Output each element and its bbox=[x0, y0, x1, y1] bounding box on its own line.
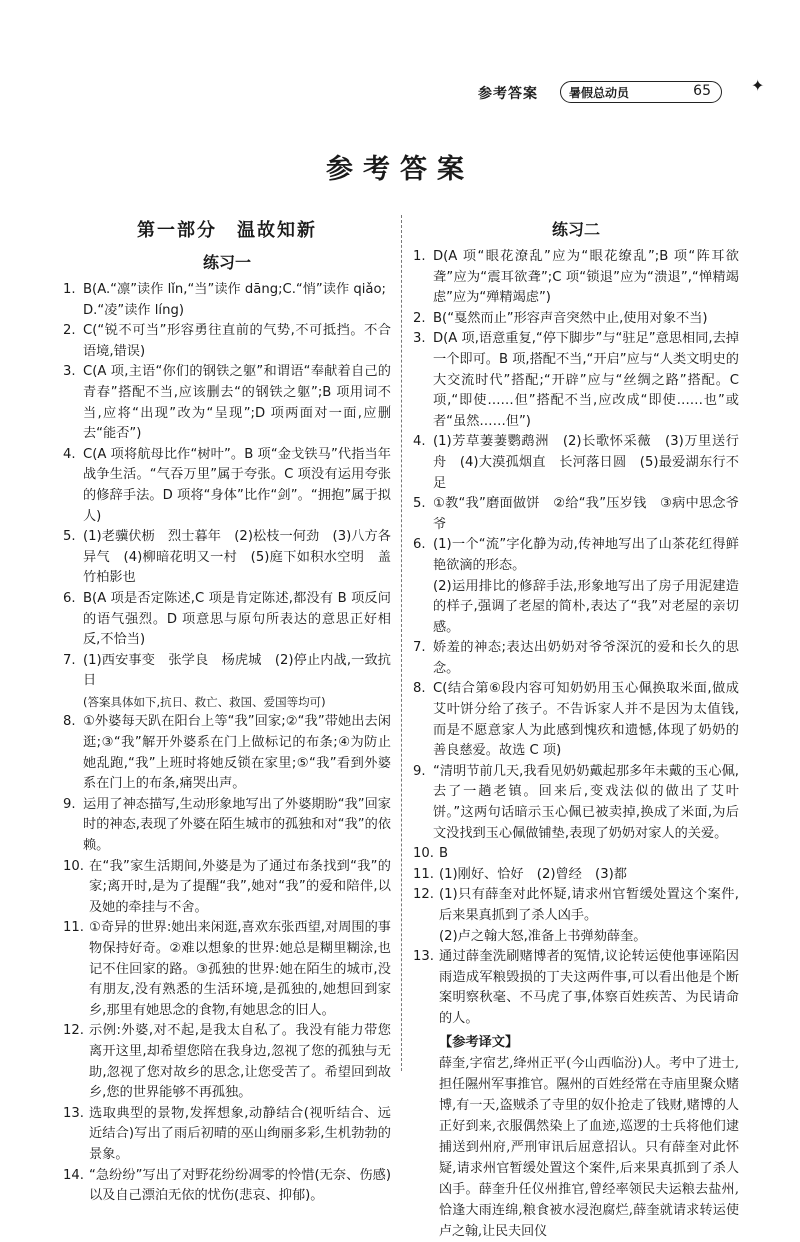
part-heading: 第一部分 温故知新 bbox=[137, 220, 317, 241]
answer-item bbox=[413, 762, 739, 844]
answer-item bbox=[413, 638, 739, 679]
answer-note: (答案具体如下,抗日、救亡、救国、爱国等均可) bbox=[83, 694, 326, 709]
header-label: 参考答案 bbox=[478, 86, 538, 102]
answer-number: 3. bbox=[413, 331, 426, 347]
answer-number: 12. bbox=[63, 1023, 84, 1039]
answer-text: 运用了神态描写,生动形象地写出了外婆期盼“我”回家时的神态,表现了外婆在陌生城市的孤独和对“我”的依赖。 bbox=[83, 796, 391, 854]
answer-item bbox=[413, 885, 739, 947]
answer-number: 1. bbox=[413, 249, 426, 264]
answer-number: 7. bbox=[413, 640, 426, 656]
answer-item bbox=[413, 947, 739, 1029]
right-column bbox=[413, 218, 739, 1242]
answer-item bbox=[413, 309, 739, 330]
answer-item bbox=[413, 844, 739, 865]
answer-item bbox=[413, 432, 739, 494]
header-badge-text: 暑假总动员 bbox=[569, 86, 630, 100]
answer-text: ①外婆每天趴在阳台上等“我”回家;②“我”带她出去闲逛;③“我”解开外婆系在门上做标记的布条;④为防止她乱跑,“我”上班时将她反锁在家里;⑤“我”看到外婆系在门上的布条,痛哭出声。 bbox=[83, 714, 391, 792]
answer-text: B(A 项是否定陈述,C 项是肯定陈述,都没有 B 项反问的语气强烈。D 项意思与原句所表达的意思正好相反,不恰当) bbox=[83, 590, 391, 648]
answer-number: 2. bbox=[413, 310, 426, 326]
section-heading-2: 练习二 bbox=[551, 220, 600, 239]
translation-text: 薛奎,字宿艺,绛州正平(今山西临汾)人。考中了进士,担任隰州军事推官。隰州的百姓经常在寺庙里聚众赌博,有一天,盗贼杀了寺里的奴仆抢走了钱财,赌博的人正好到来,衣服偶然染上了血迹,巡逻的士兵将他们逮捕送到州府,严刑审讯后屈意招认。只有薛奎对此怀疑,请求州官暂缓处置这个案件,后来果真抓到了杀人凶手。薛奎升任仪州推官,曾经率领民夫运粮去盐州,恰逢大雨连绵,粮食被水浸泡腐烂,薛奎就请求转运使卢之翰,让民夫回仪 bbox=[439, 1056, 739, 1240]
answer-item bbox=[63, 918, 391, 1021]
answer-number: 13. bbox=[63, 1105, 84, 1121]
answer-number: 1. bbox=[63, 282, 76, 297]
page-header bbox=[478, 76, 765, 104]
answer-text: 在“我”家生活期间,外婆是为了通过布条找到“我”的家;离开时,是为了提醒“我”,她对“我”的爱和陪伴,以及她的牵挂与不舍。 bbox=[89, 858, 391, 915]
answer-text: C(“锐不可当”形容勇往直前的气势,不可抵挡。不合语境,错误) bbox=[83, 323, 391, 359]
answer-number: 14. bbox=[63, 1167, 84, 1183]
answer-text: B(A.“凛”读作 lǐn,“当”读作 dāng;C.“悄”读作 qiǎo; D.“凌”读作 líng) bbox=[83, 282, 386, 318]
answer-text: “清明节前几天,我看见奶奶戴起那多年未戴的玉心佩,去了一趟老镇。回来后,变戏法似的做出了艾叶饼。”这两句话暗示玉心佩已被卖掉,换成了米面,为后文没找到玉心佩做铺垫,表现了奶奶对家人的关爱。 bbox=[433, 763, 739, 841]
answer-item bbox=[63, 1166, 391, 1207]
answer-text: (1)老骥伏枥 烈士暮年 (2)松枝一何劲 (3)八方各异气 (4)柳暗花明又一村 (5)庭下如积水空明 盖竹柏影也 bbox=[83, 529, 391, 586]
answer-text: (1)一个“流”字化静为动,传神地写出了山茶花红得鲜艳欲滴的形态。 (2)运用排比的修辞手法,形象地写出了房子用泥建造的样子,强调了老屋的简朴,表达了“我”对老屋的亲切感。 bbox=[433, 537, 739, 635]
answer-text: C(结合第⑥段内容可知奶奶用玉心佩换取米面,做成艾叶饼分给了孩子。不告诉家人并不是因为太值钱,而是不愿意家人为此感到愧疚和遗憾,体现了奶奶的善良慈爱。故选 C 项) bbox=[433, 681, 739, 759]
translation-label: 参考译文 bbox=[452, 1034, 505, 1050]
answer-item bbox=[413, 679, 739, 761]
answer-item bbox=[63, 651, 391, 713]
answer-text: (1)刚好、恰好 (2)曾经 (3)都 bbox=[439, 866, 627, 882]
answer-item bbox=[63, 445, 391, 527]
answer-text: D(A 项,语意重复,“停下脚步”与“驻足”意思相同,去掉一个即可。B 项,搭配不当,“开启”应与“人类文明史的大交流时代”搭配;“开辟”应与“丝绸之路”搭配。C 项,“即使……但”搭配不当,应改成“即使……也”或者“虽然……但”) bbox=[433, 331, 739, 429]
answer-text: (1)西安事变 张学良 杨虎城 (2)停止内战,一致抗日 bbox=[83, 652, 391, 689]
answer-item bbox=[63, 589, 391, 651]
answer-number: 8. bbox=[63, 714, 76, 730]
answer-item bbox=[413, 494, 739, 535]
answer-item bbox=[413, 247, 739, 309]
answer-number: 13. bbox=[413, 949, 434, 965]
answer-text: “急纷纷”写出了对野花纷纷凋零的怜惜(无奈、伤感)以及自己漂泊无依的忧伤(悲哀、抑郁)。 bbox=[89, 1167, 391, 1204]
answer-item bbox=[413, 329, 739, 432]
sparkle-icon: ✦ bbox=[751, 76, 765, 95]
answer-number: 10. bbox=[413, 846, 434, 862]
answer-item bbox=[63, 795, 391, 857]
answer-text: ①教“我”磨面做饼 ②给“我”压岁钱 ③病中思念爷爷 bbox=[433, 496, 739, 532]
answer-item bbox=[63, 712, 391, 794]
answer-number: 6. bbox=[63, 590, 76, 606]
answer-item bbox=[63, 280, 391, 321]
section-heading-1: 练习一 bbox=[202, 253, 251, 272]
header-badge bbox=[560, 76, 765, 103]
answer-item bbox=[63, 857, 391, 919]
answer-number: 2. bbox=[63, 323, 76, 339]
answer-number: 9. bbox=[413, 763, 426, 779]
answer-text: (1)芳草萋萋鹦鹉洲 (2)长歌怀采薇 (3)万里送行舟 (4)大漠孤烟直 长河落日圆 (5)最爱湖东行不足 bbox=[433, 434, 739, 491]
answer-text: D(A 项“眼花潦乱”应为“眼花缭乱”;B 项“阵耳欲聋”应为“震耳欲聋”;C 项“锁退”应为“溃退”,“惮精竭虑”应为“殚精竭虑”) bbox=[433, 249, 739, 306]
answer-number: 3. bbox=[63, 364, 76, 380]
page-title: 参考答案 bbox=[326, 154, 474, 185]
answer-item bbox=[413, 865, 739, 886]
left-column bbox=[63, 218, 391, 1207]
answer-text: 示例:外婆,对不起,是我太自私了。我没有能力带您离开这里,却希望您陪在我身边,忽视了您的孤独与无助,忽视了您对故乡的思念,让您受苦了。希望回到故乡,您的世界能够不再孤独。 bbox=[89, 1023, 391, 1101]
answer-text: C(A 项,主语“你们的钢铁之躯”和谓语“奉献着自己的青春”搭配不当,应该删去“的钢铁之躯”;B 项用词不当,应将“出现”改为“呈现”;D 项两面对一面,应删去“能否”) bbox=[83, 364, 391, 442]
answer-text: B bbox=[439, 846, 449, 862]
column-divider bbox=[401, 215, 402, 1071]
answer-number: 7. bbox=[63, 652, 76, 668]
page-number: 65 bbox=[693, 83, 711, 99]
answer-text: B(“戛然而止”形容声音突然中止,使用对象不当) bbox=[433, 310, 708, 326]
answer-item bbox=[63, 362, 391, 444]
answer-number: 9. bbox=[63, 796, 76, 812]
answer-text: 选取典型的景物,发挥想象,动静结合(视听结合、远近结合)写出了雨后初晴的巫山绚丽多彩,生机勃勃的景象。 bbox=[89, 1105, 391, 1162]
answer-number: 4. bbox=[413, 434, 426, 450]
answer-number: 5. bbox=[63, 529, 76, 545]
answer-item bbox=[63, 1021, 391, 1103]
answer-item bbox=[63, 527, 391, 589]
answer-number: 11. bbox=[413, 866, 434, 882]
right-answer-list bbox=[413, 247, 739, 1030]
answer-number: 10. bbox=[63, 858, 84, 874]
answer-item bbox=[63, 321, 391, 362]
answer-number: 5. bbox=[413, 496, 426, 512]
answer-number: 4. bbox=[63, 446, 76, 462]
answer-number: 11. bbox=[63, 920, 84, 936]
answer-text: 娇羞的神态;表达出奶奶对爷爷深沉的爱和长久的思念。 bbox=[433, 640, 739, 676]
answer-text: 通过薛奎洗刷赌博者的冤情,议论转运使他事诬陷因雨造成军粮毁损的丁夫这两件事,可以看出他是个断案明察秋毫、不马虎了事,体察百姓疾苦、为民请命的人。 bbox=[439, 949, 739, 1026]
answer-number: 12. bbox=[413, 887, 434, 903]
answer-item bbox=[413, 535, 739, 638]
answer-number: 6. bbox=[413, 537, 426, 553]
translation-heading: 【参考译文】 bbox=[439, 1034, 519, 1050]
answer-text: ①奇异的世界:她出来闲逛,喜欢东张西望,对周围的事物保持好奇。②难以想象的世界:她总是糊里糊涂,也记不住回家的路。③孤独的世界:她在陌生的城市,没有朋友,没有熟悉的生活环境,是孤独的,她想回到家乡,那里有她思念的食物,有她思念的旧人。 bbox=[89, 920, 391, 1018]
answer-number: 8. bbox=[413, 681, 426, 697]
left-answer-list bbox=[63, 280, 391, 1207]
answer-item bbox=[63, 1104, 391, 1166]
answer-text: C(A 项将航母比作“树叶”。B 项“金戈铁马”代指当年战争生活。“气吞万里”属于夸张。C 项没有运用夸张的修辞手法。D 项将“身体”比作“剑”。“拥抱”属于拟人) bbox=[83, 446, 391, 524]
answer-text: (1)只有薛奎对此怀疑,请求州官暂缓处置这个案件,后来果真抓到了杀人凶手。 (2)卢之翰大怒,准备上书弹劾薛奎。 bbox=[439, 887, 739, 944]
